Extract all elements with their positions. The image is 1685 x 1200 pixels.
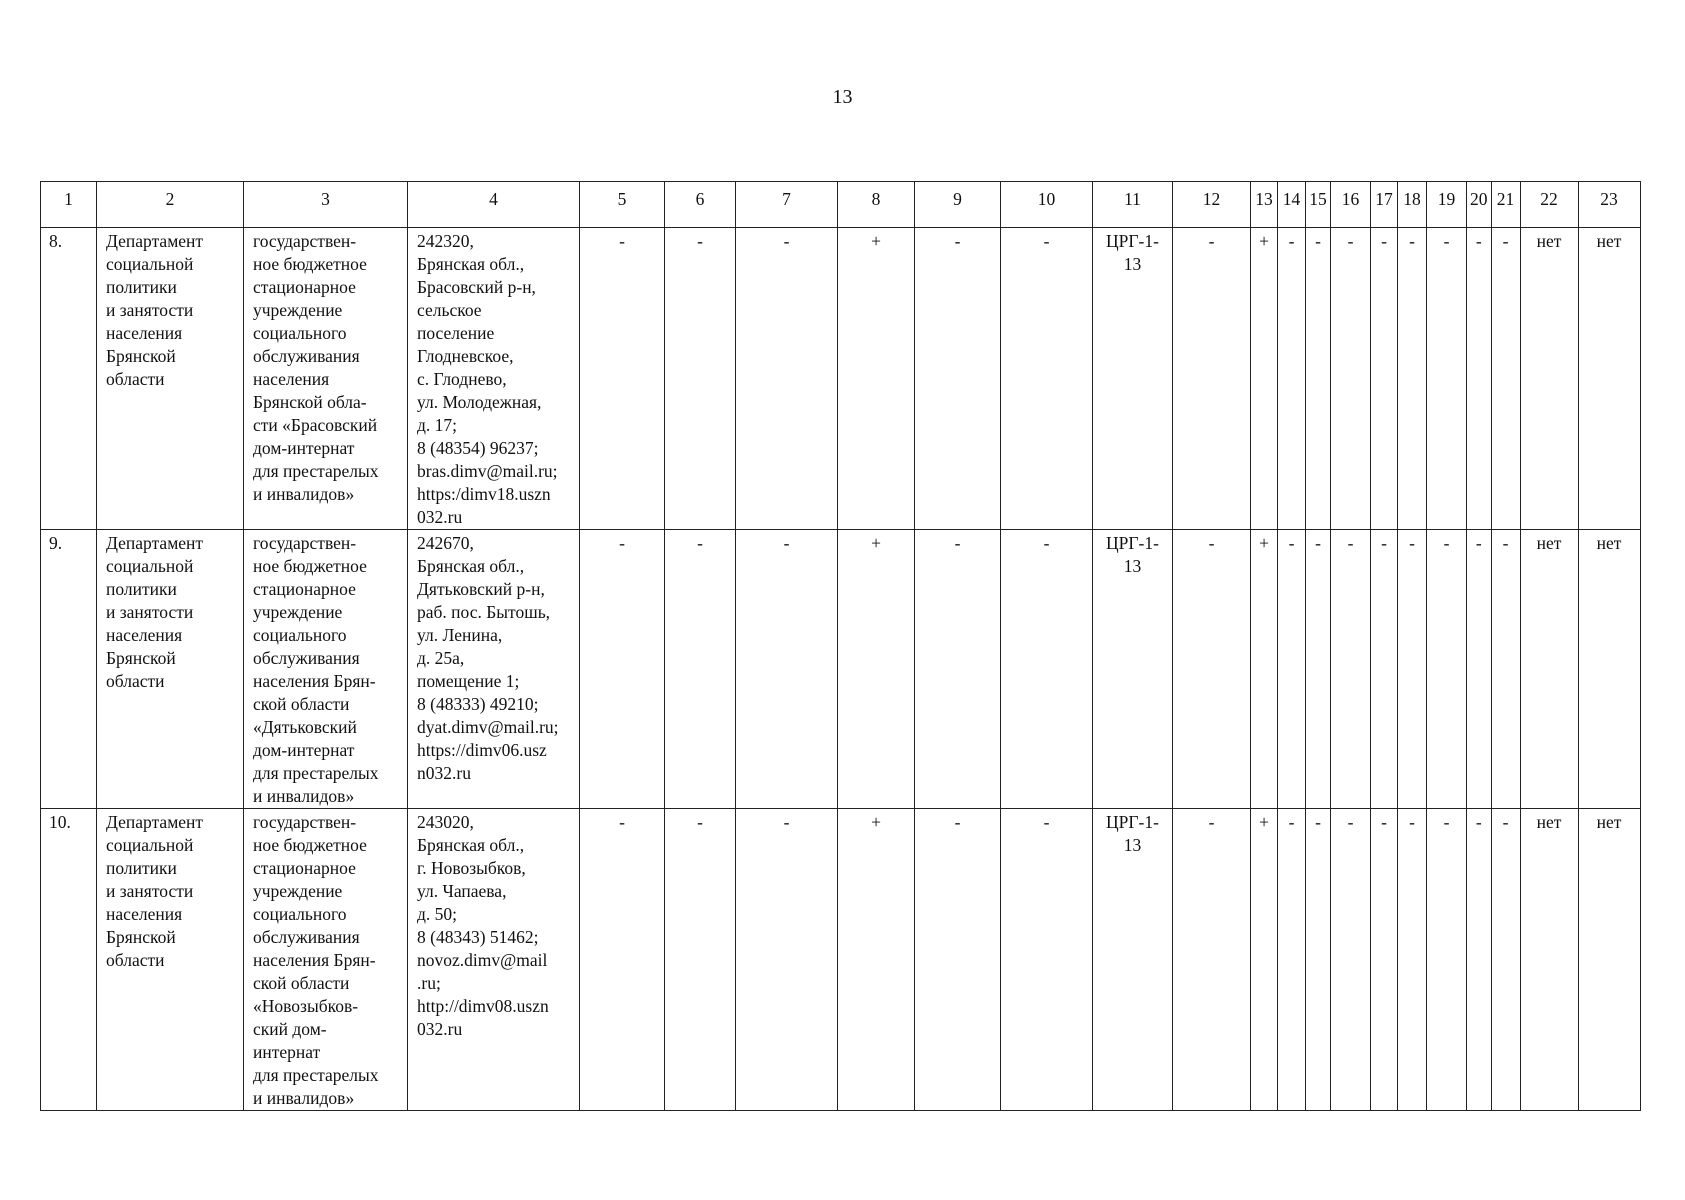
col-9-cell: - <box>915 228 1001 530</box>
col-5-cell: - <box>580 530 665 809</box>
col-23-cell: нет <box>1578 228 1640 530</box>
col-10-cell: - <box>1001 228 1093 530</box>
col-9-cell: - <box>915 530 1001 809</box>
col-8-cell: + <box>838 530 915 809</box>
col-19-cell: - <box>1427 530 1467 809</box>
col-14-cell: - <box>1278 809 1306 1111</box>
header-cell: 18 <box>1398 182 1427 228</box>
table-row <box>41 228 1641 530</box>
table-row <box>41 809 1641 1111</box>
col-13-cell: + <box>1251 228 1278 530</box>
document-table <box>40 181 1641 1111</box>
header-row <box>41 182 1641 228</box>
department-cell: Департамент социальной политики и занятости населения Брянской области <box>97 809 244 1111</box>
col-5-cell: - <box>580 809 665 1111</box>
col-13-cell: + <box>1251 530 1278 809</box>
col-22-cell: нет <box>1520 530 1578 809</box>
col-7-cell: - <box>736 809 838 1111</box>
col-12-cell: - <box>1173 530 1251 809</box>
col-15-cell: - <box>1306 530 1331 809</box>
col-19-cell: - <box>1427 228 1467 530</box>
header-cell: 16 <box>1331 182 1371 228</box>
col-12-cell: - <box>1173 228 1251 530</box>
col-10-cell: - <box>1001 809 1093 1111</box>
col-6-cell: - <box>665 530 736 809</box>
header-cell: 3 <box>244 182 408 228</box>
department-cell: Департамент социальной политики и занятости населения Брянской области <box>97 228 244 530</box>
header-cell: 14 <box>1278 182 1306 228</box>
col-16-cell: - <box>1331 530 1371 809</box>
col-11-cell: ЦРГ-1- 13 <box>1093 530 1173 809</box>
col-14-cell: - <box>1278 530 1306 809</box>
address-cell: 242670, Брянская обл., Дятьковский р-н, раб. пос. Бытошь, ул. Ленина, д. 25а, помещение 1; 8 (48333) 49210; dyat.dimv@mail.ru; https://dimv06.usz n032.ru <box>408 530 580 809</box>
header-cell: 22 <box>1520 182 1578 228</box>
col-20-cell: - <box>1467 228 1492 530</box>
col-7-cell: - <box>736 228 838 530</box>
col-14-cell: - <box>1278 228 1306 530</box>
col-10-cell: - <box>1001 530 1093 809</box>
header-cell: 21 <box>1491 182 1520 228</box>
header-cell: 11 <box>1093 182 1173 228</box>
header-cell: 6 <box>665 182 736 228</box>
header-cell: 1 <box>41 182 97 228</box>
col-18-cell: - <box>1398 228 1427 530</box>
row-number: 9. <box>41 530 97 809</box>
header-cell: 5 <box>580 182 665 228</box>
header-cell: 19 <box>1427 182 1467 228</box>
col-21-cell: - <box>1491 809 1520 1111</box>
col-23-cell: нет <box>1578 809 1640 1111</box>
organization-cell: государствен- ное бюджетное стационарное учреждение социального обслуживания населения Брянской обла- сти «Брасовский дом-интернат для престарелых и инвалидов» <box>244 228 408 530</box>
col-23-cell: нет <box>1578 530 1640 809</box>
row-number: 8. <box>41 228 97 530</box>
col-20-cell: - <box>1467 809 1492 1111</box>
col-19-cell: - <box>1427 809 1467 1111</box>
col-16-cell: - <box>1331 228 1371 530</box>
col-15-cell: - <box>1306 809 1331 1111</box>
header-cell: 12 <box>1173 182 1251 228</box>
header-cell: 23 <box>1578 182 1640 228</box>
col-9-cell: - <box>915 809 1001 1111</box>
header-cell: 8 <box>838 182 915 228</box>
col-5-cell: - <box>580 228 665 530</box>
col-17-cell: - <box>1371 228 1398 530</box>
col-21-cell: - <box>1491 530 1520 809</box>
col-7-cell: - <box>736 530 838 809</box>
header-cell: 9 <box>915 182 1001 228</box>
col-16-cell: - <box>1331 809 1371 1111</box>
row-number: 10. <box>41 809 97 1111</box>
header-cell: 4 <box>408 182 580 228</box>
department-cell: Департамент социальной политики и занятости населения Брянской области <box>97 530 244 809</box>
header-cell: 2 <box>97 182 244 228</box>
col-6-cell: - <box>665 809 736 1111</box>
col-8-cell: + <box>838 809 915 1111</box>
col-8-cell: + <box>838 228 915 530</box>
header-cell: 7 <box>736 182 838 228</box>
col-18-cell: - <box>1398 530 1427 809</box>
header-cell: 17 <box>1371 182 1398 228</box>
col-17-cell: - <box>1371 809 1398 1111</box>
page-number: 13 <box>832 86 853 108</box>
col-20-cell: - <box>1467 530 1492 809</box>
header-cell: 15 <box>1306 182 1331 228</box>
col-11-cell: ЦРГ-1- 13 <box>1093 228 1173 530</box>
col-22-cell: нет <box>1520 809 1578 1111</box>
header-cell: 20 <box>1467 182 1492 228</box>
organization-cell: государствен- ное бюджетное стационарное учреждение социального обслуживания населения Брян- ской области «Дятьковский дом-интернат для престарелых и инвалидов» <box>244 530 408 809</box>
table-row <box>41 530 1641 809</box>
col-13-cell: + <box>1251 809 1278 1111</box>
col-12-cell: - <box>1173 809 1251 1111</box>
address-cell: 243020, Брянская обл., г. Новозыбков, ул. Чапаева, д. 50; 8 (48343) 51462; novoz.dimv@mail .ru; http://dimv08.uszn 032.ru <box>408 809 580 1111</box>
col-22-cell: нет <box>1520 228 1578 530</box>
header-cell: 10 <box>1001 182 1093 228</box>
col-6-cell: - <box>665 228 736 530</box>
col-17-cell: - <box>1371 530 1398 809</box>
address-cell: 242320, Брянская обл., Брасовский р-н, сельское поселение Глодневское, с. Глоднево, ул. Молодежная, д. 17; 8 (48354) 96237; bras.dimv@mail.ru; https:/dimv18.uszn 032.ru <box>408 228 580 530</box>
col-15-cell: - <box>1306 228 1331 530</box>
col-21-cell: - <box>1491 228 1520 530</box>
col-18-cell: - <box>1398 809 1427 1111</box>
organization-cell: государствен- ное бюджетное стационарное учреждение социального обслуживания населения Брян- ской области «Новозыбков- ский дом- интернат для престарелых и инвалидов» <box>244 809 408 1111</box>
header-cell: 13 <box>1251 182 1278 228</box>
col-11-cell: ЦРГ-1- 13 <box>1093 809 1173 1111</box>
